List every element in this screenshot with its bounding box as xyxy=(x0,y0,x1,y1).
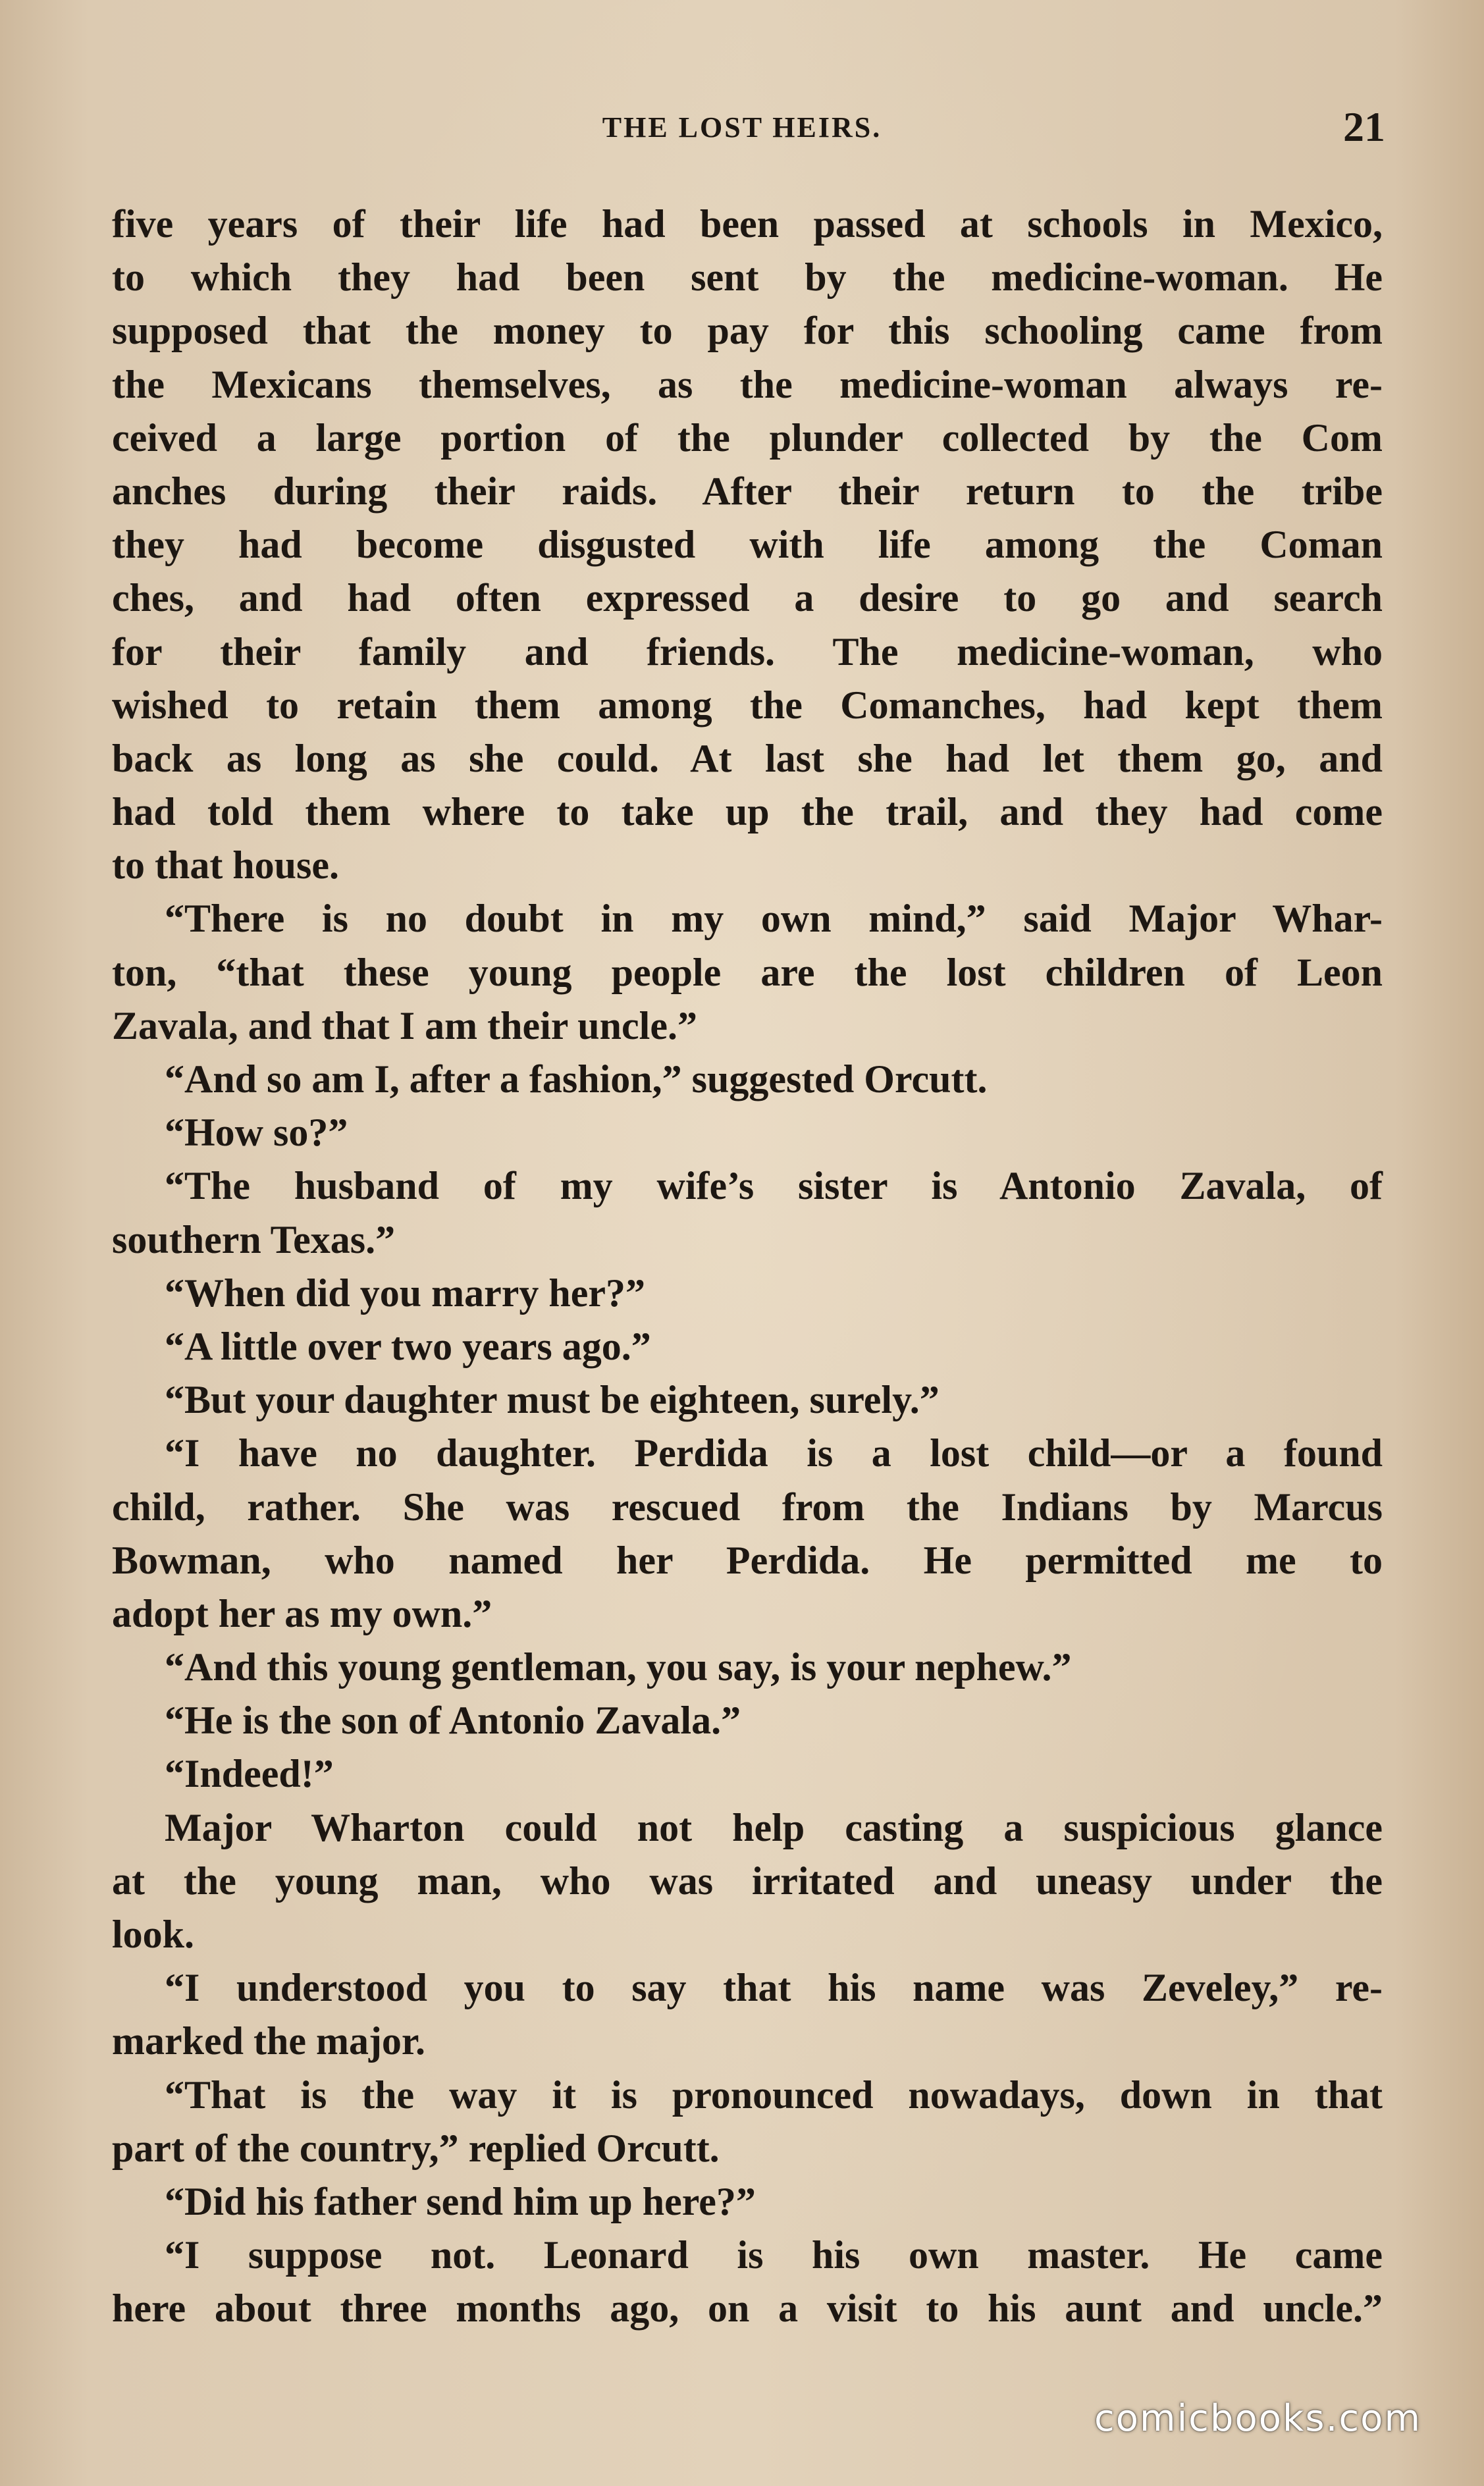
text-line: Bowman, who named her Perdida. He permitted me to xyxy=(112,1538,1383,1582)
watermark-text: comicbooks.com xyxy=(1094,2397,1421,2440)
text-line: the Mexicans themselves, as the medicine-woman always re- xyxy=(112,362,1383,406)
text-line: Major Wharton could not help casting a suspicious glance xyxy=(165,1805,1383,1849)
body-text xyxy=(112,198,1383,2336)
text-line: five years of their life had been passed at schools in Mexico, xyxy=(112,202,1383,246)
text-line: “And this young gentleman, you say, is your nephew.” xyxy=(165,1645,1072,1689)
text-line: to which they had been sent by the medicine-woman. He xyxy=(112,255,1383,300)
text-line: “The husband of my wife’s sister is Antonio Zavala, of xyxy=(165,1164,1383,1208)
text-line: supposed that the money to pay for this schooling came from xyxy=(112,309,1383,353)
text-line: adopt her as my own.” xyxy=(112,1591,492,1635)
text-line: southern Texas.” xyxy=(112,1217,396,1261)
text-line: “There is no doubt in my own mind,” said Major Whar- xyxy=(165,897,1383,941)
text-line: “I have no daughter. Perdida is a lost child—or a found xyxy=(165,1431,1383,1475)
text-line: ches, and had often expressed a desire to go and search xyxy=(112,576,1383,620)
text-line: Zavala, and that I am their uncle.” xyxy=(112,1003,697,1047)
text-line: “That is the way it is pronounced nowadays, down in that xyxy=(165,2073,1383,2117)
text-line: “I suppose not. Leonard is his own master. He came xyxy=(165,2233,1383,2277)
text-line: “And so am I, after a fashion,” suggested Orcutt. xyxy=(165,1057,988,1101)
text-line: “When did you marry her?” xyxy=(165,1271,646,1315)
page-number: 21 xyxy=(1343,103,1385,150)
text-line: part of the country,” replied Orcutt. xyxy=(112,2126,720,2170)
running-head xyxy=(0,103,1484,150)
text-line: at the young man, who was irritated and uneasy under the xyxy=(112,1859,1383,1903)
text-line: “Indeed!” xyxy=(165,1752,334,1796)
text-line: “But your daughter must be eighteen, surely.” xyxy=(165,1378,940,1422)
text-line: to that house. xyxy=(112,843,340,887)
text-line: “Did his father send him up here?” xyxy=(165,2179,756,2223)
text-line: child, rather. She was rescued from the Indians by Marcus xyxy=(112,1485,1383,1529)
text-line: marked the major. xyxy=(112,2019,426,2063)
text-line: “How so?” xyxy=(165,1111,348,1155)
text-line: wished to retain them among the Comanches, had kept them xyxy=(112,683,1383,727)
text-line: ceived a large portion of the plunder collected by the Com xyxy=(112,415,1383,460)
text-line: back as long as she could. At last she had let them go, and xyxy=(112,736,1383,780)
text-line: here about three months ago, on a visit to his aunt and uncle.” xyxy=(112,2287,1383,2331)
text-line: “A little over two years ago.” xyxy=(165,1324,651,1368)
text-line: for their family and friends. The medicine-woman, who xyxy=(112,629,1383,674)
text-line: “I understood you to say that his name was Zeveley,” re- xyxy=(165,1966,1383,2010)
text-line: “He is the son of Antonio Zavala.” xyxy=(165,1699,741,1743)
text-line: they had become disgusted with life among the Coman xyxy=(112,523,1383,567)
text-line: ton, “that these young people are the lost children of Leon xyxy=(112,950,1383,994)
text-line: look. xyxy=(112,1913,195,1956)
text-line: anches during their raids. After their return to the tribe xyxy=(112,469,1383,513)
text-line: had told them where to take up the trail, and they had come xyxy=(112,790,1383,834)
running-title: THE LOST HEIRS. xyxy=(602,111,882,144)
